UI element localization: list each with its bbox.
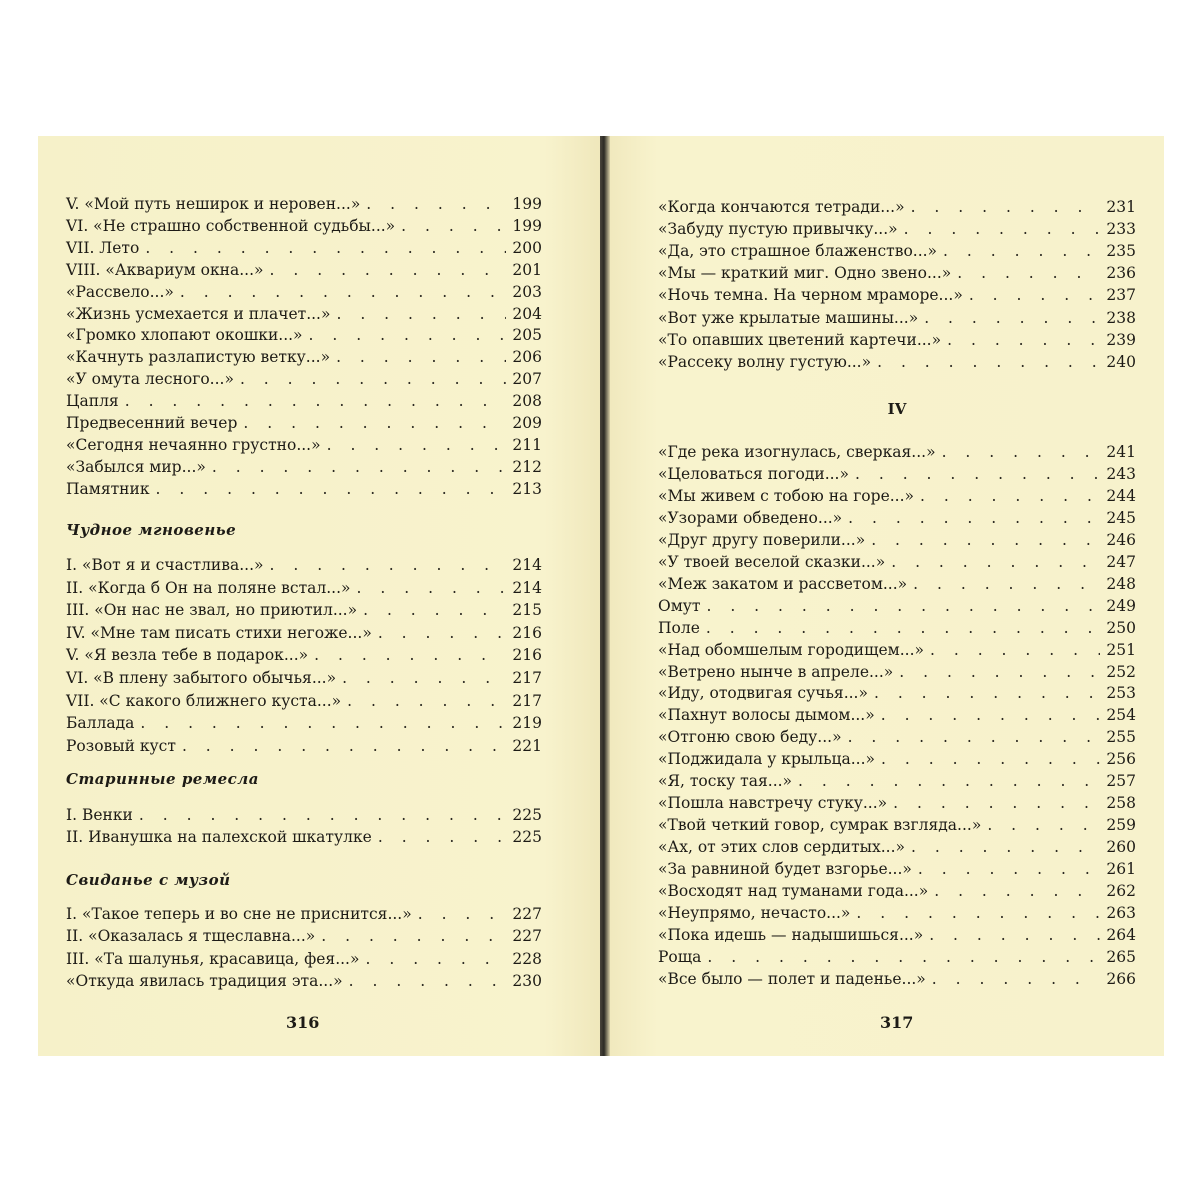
toc-entry-page: 216 [512,646,542,665]
toc-entry-page: 201 [512,260,542,279]
toc-leader-dots [874,682,1100,704]
toc-entry-title: «Все было — полет и паденье...» [658,969,926,988]
toc-entry-page: 209 [512,414,542,432]
toc-entry-page: 247 [1106,552,1136,571]
toc-entry-page: 252 [1106,662,1136,681]
toc-entry-page: 233 [1106,220,1136,239]
toc-entry-title: I. «Такое теперь и во сне не приснится...» [66,905,412,923]
toc-leader-dots [145,237,506,259]
toc-entry-page: 245 [1106,508,1136,527]
toc-entry-title: «Я, тоску тая...» [658,772,793,791]
toc-entry-page: 257 [1106,772,1136,791]
toc-leader-dots [309,324,506,346]
toc-leader-dots [911,196,1100,218]
toc-entry [658,218,1136,240]
toc-entry-title: «Ветрено нынче в апреле...» [658,662,894,681]
toc-entry-page: 213 [512,479,542,498]
toc-leader-dots [342,667,506,689]
toc-entry-title: «За равниной будет взгорье...» [658,860,912,879]
toc-entry-title: «Целоваться погоди...» [658,464,849,483]
toc-entry [658,617,1136,639]
toc-entry-title: III. «Та шалунья, красавица, фея...» [66,949,360,968]
toc-leader-dots [911,836,1100,858]
toc-leader-dots [929,924,1100,946]
toc-entry-page: 238 [1106,308,1136,327]
toc-entry-page: 259 [1106,816,1136,835]
toc-leader-dots [798,770,1100,792]
toc-entry [66,577,542,599]
toc-entry [658,792,1136,814]
toc-entry-title: «Ночь темна. На черном мраморе...» [658,286,963,305]
toc-entry-page: 200 [512,238,542,257]
toc-leader-dots [139,804,506,826]
toc-leader-dots [327,434,506,456]
toc-entry-title: Омут [658,596,701,615]
toc-entry [66,667,542,689]
toc-entry [658,814,1136,836]
toc-leader-dots [321,925,506,947]
toc-entry-title: «Рассвело...» [66,282,174,301]
toc-entry-page: 236 [1106,264,1136,283]
toc-entry-title: Роща [658,947,702,966]
toc-leader-dots [947,329,1100,351]
toc-leader-dots [848,507,1100,529]
toc-entry-page: 211 [512,435,542,454]
toc-entry-title: «Меж закатом и рассветом...» [658,574,908,593]
toc-leader-dots [706,617,1100,639]
toc-entry-page: 265 [1106,947,1136,966]
toc-entry [66,259,542,281]
toc-entry-title: IV. «Мне там писать стихи негоже...» [66,623,372,642]
toc-entry [658,329,1136,351]
toc-entry-page: 225 [512,806,542,824]
toc-leader-dots [243,412,506,434]
toc-entry-page: 208 [512,392,542,411]
toc-entry-page: 255 [1106,728,1136,747]
toc-entry [66,412,542,434]
toc-entry-page: 253 [1106,684,1136,703]
toc-entry-title: Розовый куст [66,736,176,755]
toc-leader-dots [182,735,506,757]
toc-entry-title: «Рассеку волну густую...» [658,352,872,371]
toc-entry-title: I. «Вот я и счастлива...» [66,556,264,574]
toc-entry-page: 249 [1106,596,1136,615]
toc-entry-title: «У твоей веселой сказки...» [658,552,886,571]
toc-entry [66,215,542,237]
toc-entry [658,573,1136,595]
toc-entry [658,529,1136,551]
toc-entry-page: 228 [512,949,542,968]
toc-leader-dots [877,351,1100,373]
toc-leader-dots [706,595,1100,617]
toc-entry-page: 256 [1106,750,1136,769]
toc-entry [658,748,1136,770]
toc-entry [66,599,542,621]
toc-entry-title: II. Иванушка на палехской шкатулке [66,828,372,846]
toc-leader-dots [378,622,506,644]
toc-entry [658,858,1136,880]
toc-leader-dots [156,478,506,500]
toc-entry-title: «Отгоню свою беду...» [658,728,842,747]
toc-leader-dots [366,193,506,215]
toc-entry-title: Баллада [66,714,135,733]
toc-leader-dots [336,303,506,325]
toc-entry-page: 239 [1106,330,1136,349]
toc-entry-page: 263 [1106,903,1136,922]
toc-entry [658,262,1136,284]
toc-leader-dots [401,215,506,237]
toc-entry-title: «Громко хлопают окошки...» [66,326,303,345]
toc-entry [658,726,1136,748]
toc-entry-page: 235 [1106,242,1136,261]
toc-leader-dots [918,858,1100,880]
toc-entry-page: 217 [512,669,542,687]
toc-entry-title: VII. «С какого ближнего куста...» [66,691,342,710]
toc-entry-page: 248 [1106,574,1136,593]
toc-entry [66,368,542,390]
toc-leader-dots [363,599,506,621]
toc-entry [658,661,1136,683]
toc-entry [66,690,542,712]
toc-entry-title: «Когда кончаются тетради...» [658,198,905,216]
toc-entry [66,948,542,970]
toc-entry [658,968,1136,990]
toc-entry [66,925,542,947]
toc-entry-title: III. «Он нас не звал, но приютил...» [66,601,358,620]
toc-leader-dots [913,573,1100,595]
toc-leader-dots [881,748,1100,770]
toc-entry-page: 214 [512,556,542,574]
toc-entry-page: 214 [512,578,542,597]
toc-entry [66,712,542,734]
toc-entry [66,622,542,644]
toc-leader-dots [930,639,1100,661]
toc-entry-title: Поле [658,618,700,637]
toc-entry [658,639,1136,661]
toc-leader-dots [418,903,506,925]
toc-entry [658,240,1136,262]
toc-entry-page: 254 [1106,706,1136,725]
toc-leader-dots [881,704,1100,726]
toc-entry-title: V. «Мой путь неширок и неровен...» [66,195,361,213]
toc-entry-page: 215 [512,601,542,620]
toc-entry-title: «Восходят над туманами года...» [658,882,929,900]
toc-entry [658,507,1136,529]
toc-entry [66,193,542,215]
toc-leader-dots [942,441,1100,463]
toc-entry [66,735,542,757]
toc-entry-page: 219 [512,714,542,733]
toc-entry-page: 258 [1106,794,1136,813]
toc-entry [658,551,1136,573]
toc-entry-title: II. «Когда б Он на поляне встал...» [66,578,351,597]
toc-entry-title: «Вот уже крылатые машины...» [658,308,919,327]
section-heading: Свиданье с музой [66,871,231,889]
toc-entry-page: 262 [1106,882,1136,900]
toc-entry-title: VI. «Не страшно собственной судьбы...» [66,216,396,235]
toc-entry-page: 261 [1106,860,1136,879]
toc-leader-dots [378,826,506,848]
toc-leader-dots [871,529,1100,551]
toc-entry-page: 246 [1106,530,1136,549]
toc-leader-dots [347,690,506,712]
toc-entry-title: «Сегодня нечаянно грустно...» [66,435,321,454]
toc-entry [658,770,1136,792]
toc-entry-title: Памятник [66,479,150,498]
toc-entry [658,946,1136,968]
toc-entry [66,434,542,456]
toc-entry-title: «Пошла навстречу стуку...» [658,794,888,813]
toc-entry [66,390,542,412]
toc-leader-dots [180,281,506,303]
toc-entry-page: 205 [512,326,542,345]
toc-leader-dots [314,644,506,666]
toc-entry-page: 203 [512,282,542,301]
toc-entry [66,554,542,576]
toc-entry [66,324,542,346]
toc-entry-title: «Забылся мир...» [66,457,206,476]
toc-entry-page: 212 [512,457,542,476]
toc-leader-dots [269,554,506,576]
toc-leader-dots [357,577,506,599]
toc-entry-page: 217 [512,691,542,710]
toc-entry [658,463,1136,485]
toc-entry-title: «Забуду пустую привычку...» [658,220,898,239]
toc-entry-title: «Мы живем с тобою на горе...» [658,486,914,505]
toc-entry [658,902,1136,924]
toc-entry-page: 250 [1106,618,1136,637]
toc-entry [658,307,1136,329]
toc-entry [658,284,1136,306]
toc-leader-dots [987,814,1100,836]
section-heading: Старинные ремесла [66,770,259,788]
toc-entry [66,970,542,992]
toc-entry-page: 241 [1106,443,1136,461]
toc-entry [66,346,542,368]
toc-leader-dots [855,463,1100,485]
toc-leader-dots [934,880,1100,902]
toc-entry [66,644,542,666]
toc-entry-title: «Где река изогнулась, сверкая...» [658,443,936,461]
toc-entry-title: «То опавших цветений картечи...» [658,330,942,349]
toc-entry-page: 264 [1106,925,1136,944]
toc-entry-page: 237 [1106,286,1136,305]
toc-leader-dots [707,946,1100,968]
toc-entry [658,196,1136,218]
toc-entry-page: 225 [512,828,542,846]
toc-entry-page: 216 [512,623,542,642]
toc-entry [66,903,542,925]
toc-entry-page: 244 [1106,486,1136,505]
toc-leader-dots [943,240,1100,262]
toc-leader-dots [969,284,1100,306]
book-gutter [600,136,610,1056]
toc-entry-title: «Над обомшелым городищем...» [658,640,924,659]
toc-leader-dots [365,948,506,970]
toc-leader-dots [932,968,1100,990]
toc-leader-dots [893,792,1100,814]
toc-entry-title: «Узорами обведено...» [658,508,843,527]
toc-entry-page: 221 [512,736,542,755]
toc-leader-dots [848,726,1100,748]
toc-entry-title: Предвесенний вечер [66,414,238,432]
page-number-right: 317 [880,1013,914,1032]
toc-entry-page: 227 [512,927,542,946]
toc-entry-title: «Да, это страшное блаженство...» [658,242,938,261]
toc-entry-title: Цапля [66,392,119,411]
toc-entry-page: 207 [512,370,542,389]
toc-entry [66,456,542,478]
toc-entry-title: «Поджидала у крыльца...» [658,750,876,769]
toc-entry-page: 230 [512,971,542,990]
toc-entry-title: «Качнуть разлапистую ветку...» [66,348,331,367]
toc-entry-title: «Неупрямо, нечасто...» [658,903,851,922]
toc-entry-title: «Откуда явилась традиция эта...» [66,971,343,990]
toc-entry [658,682,1136,704]
toc-entry [658,441,1136,463]
toc-entry-title: «Твой четкий говор, сумрак взгляда...» [658,816,982,835]
toc-leader-dots [349,970,506,992]
toc-leader-dots [904,218,1100,240]
toc-entry-page: 240 [1106,352,1136,371]
section-heading: Чудное мгновенье [66,521,237,539]
toc-entry-page: 266 [1106,969,1136,988]
toc-entry [658,880,1136,902]
toc-entry [658,836,1136,858]
toc-entry [66,804,542,826]
toc-entry [66,478,542,500]
toc-entry [658,924,1136,946]
toc-entry [658,595,1136,617]
toc-entry-page: 251 [1106,640,1136,659]
toc-entry-page: 206 [512,348,542,367]
toc-entry-title: «Друг другу поверили...» [658,530,866,549]
toc-entry-title: «Пока идешь — надышишься...» [658,925,924,944]
toc-entry-title: I. Венки [66,806,133,824]
toc-entry-title: II. «Оказалась я тщеславна...» [66,927,316,946]
page-number-left: 316 [286,1013,320,1032]
toc-entry-title: «Пахнут волосы дымом...» [658,706,875,725]
toc-leader-dots [240,368,506,390]
toc-entry-title: «У омута лесного...» [66,370,234,389]
toc-entry-title: «Иду, отодвигая сучья...» [658,684,868,703]
toc-entry-title: VIII. «Аквариум окна...» [66,260,264,279]
toc-entry-title: «Жизнь усмехается и плачет...» [66,304,331,323]
toc-entry-page: 199 [512,195,542,213]
toc-entry-title: «Мы — краткий миг. Одно звено...» [658,264,952,283]
toc-entry-page: 231 [1106,198,1136,216]
toc-leader-dots [891,551,1100,573]
toc-leader-dots [125,390,506,412]
toc-leader-dots [920,485,1100,507]
toc-leader-dots [899,661,1100,683]
toc-entry-page: 204 [512,304,542,323]
toc-leader-dots [270,259,506,281]
toc-entry [66,303,542,325]
toc-entry [658,485,1136,507]
toc-leader-dots [957,262,1100,284]
toc-entry-page: 227 [512,905,542,923]
part-heading: IV [887,400,907,418]
toc-entry [66,237,542,259]
toc-entry-title: «Ах, от этих слов сердитых...» [658,838,905,857]
toc-leader-dots [140,712,506,734]
toc-entry-title: V. «Я везла тебе в подарок...» [66,646,309,665]
toc-entry-title: VI. «В плену забытого обычья...» [66,669,337,687]
toc-leader-dots [212,456,506,478]
toc-entry [658,351,1136,373]
toc-entry [66,281,542,303]
toc-entry [658,704,1136,726]
toc-entry [66,826,542,848]
toc-leader-dots [924,307,1100,329]
toc-leader-dots [856,902,1100,924]
toc-entry-page: 260 [1106,838,1136,857]
toc-entry-page: 243 [1106,464,1136,483]
toc-leader-dots [336,346,506,368]
toc-entry-page: 199 [512,216,542,235]
toc-entry-title: VII. Лето [66,238,140,257]
